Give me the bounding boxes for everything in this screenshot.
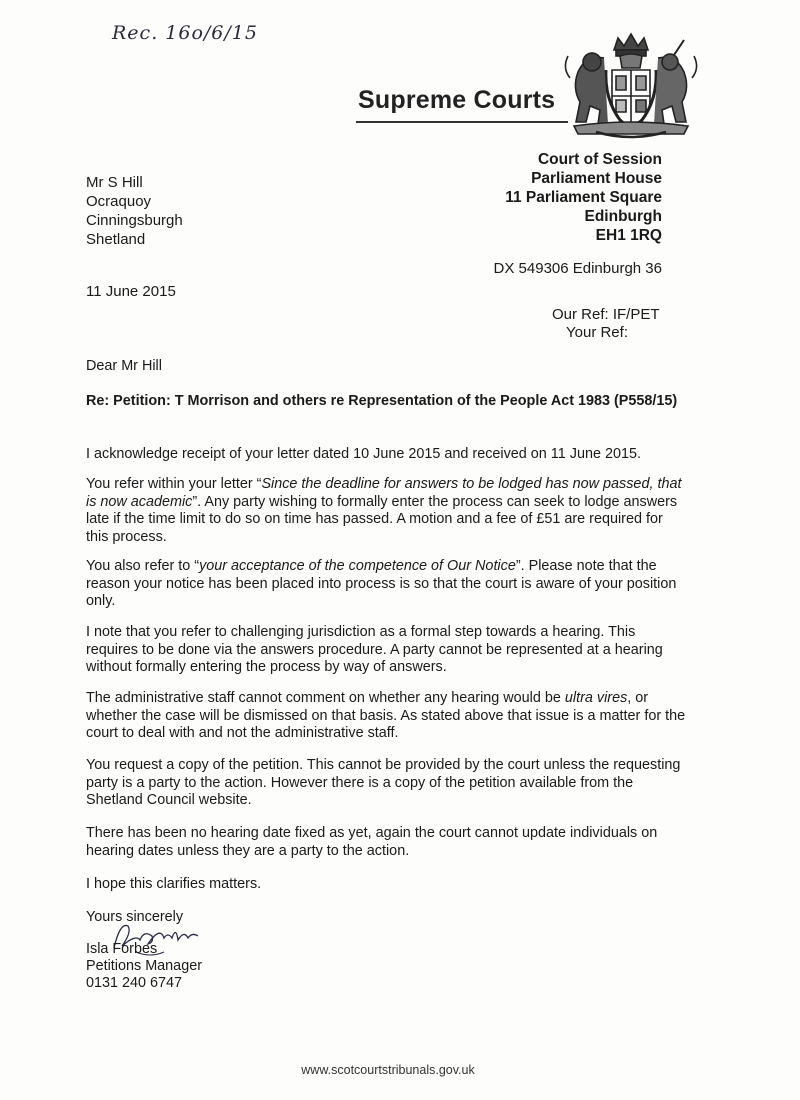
paragraph-text: You also refer to “ (86, 558, 200, 574)
court-address-line: Parliament House (531, 170, 662, 187)
signatory-phone: 0131 240 6747 (86, 975, 183, 991)
court-address-line: Edinburgh (584, 208, 662, 225)
signatory-name: Isla Forbes (86, 941, 158, 957)
footer-url (0, 1063, 800, 1077)
recipient-address (86, 173, 183, 249)
paragraph-text: , or whether the case will be dismissed on that basis. As stated above that issue is a matter for the court to deal with and not the administrative staff. (86, 690, 686, 741)
recipient-line: Mr S Hill (86, 174, 143, 191)
paragraph-competence (86, 558, 686, 611)
our-reference: Our Ref: IF/PET (552, 306, 660, 323)
italic-term: ultra vires (564, 690, 628, 706)
brand-name: Supreme Courts (358, 86, 556, 114)
closing: Yours sincerely (86, 909, 184, 925)
paragraph-text: You refer within your letter “ (86, 476, 262, 492)
dx-number: DX 549306 Edinburgh 36 (493, 260, 662, 277)
court-address-line: 11 Parliament Square (505, 189, 662, 206)
quoted-text: your acceptance of the competence of Our Notice (199, 558, 516, 574)
paragraph-petition-copy: You request a copy of the petition. This cannot be provided by the court unless the requesting party is a party to the action. However there is a copy of the petition available from the Shetland Council website. (86, 757, 681, 808)
letter-date: 11 June 2015 (86, 283, 176, 300)
your-reference: Your Ref: (566, 324, 628, 341)
court-address-line: Court of Session (537, 151, 662, 168)
court-address-line: EH1 1RQ (595, 227, 662, 244)
signatory-title: Petitions Manager (86, 958, 202, 974)
subject-line: Re: Petition: T Morrison and others re Representation of the People Act 1983 (P558/15) (86, 393, 678, 409)
paragraph-text: ”. Any party wishing to formally enter the process can seek to lodge answers late if the time limit to do so on time has passed. A motion and a fee of £51 are required for this process. (86, 493, 678, 545)
salutation: Dear Mr Hill (86, 358, 162, 374)
quoted-text: Since the deadline for answers to be lodged has now passed, that is now academic (86, 476, 682, 510)
footer-url-text: www.scotcourtstribunals.gov.uk (301, 1063, 475, 1077)
paragraph-ultra-vires (86, 690, 686, 743)
paragraph-text: ”. Please note that the reason your notice has been placed into process is so that the court is aware of your position only. (86, 558, 677, 609)
recipient-line: Cinningsburgh (86, 212, 183, 229)
recipient-line: Shetland (86, 231, 146, 248)
royal-coat-of-arms-icon (556, 28, 706, 140)
paragraph-acknowledgement: I acknowledge receipt of your letter dated 10 June 2015 and received on 11 June 2015. (86, 446, 641, 462)
paragraph-closing: I hope this clarifies matters. (86, 876, 262, 892)
paragraph-jurisdiction: I note that you refer to challenging jurisdiction as a formal step towards a hearing. This requires to be done via the answers procedure. A party cannot be represented at a hearing without formally entering the process by way of answers. (86, 624, 663, 675)
recipient-line: Ocraquoy (86, 193, 152, 210)
paragraph-text: The administrative staff cannot comment on whether any hearing would be (86, 690, 565, 706)
letterhead-rule (356, 121, 568, 123)
court-address (505, 150, 662, 245)
handwritten-received-note: Rec. 16o/6/15 (112, 22, 258, 44)
paragraph-hearing-date: There has been no hearing date fixed as yet, again the court cannot update individuals on hearing dates unless they are a party to the action. (86, 825, 658, 859)
paragraph-deadline (86, 476, 686, 546)
